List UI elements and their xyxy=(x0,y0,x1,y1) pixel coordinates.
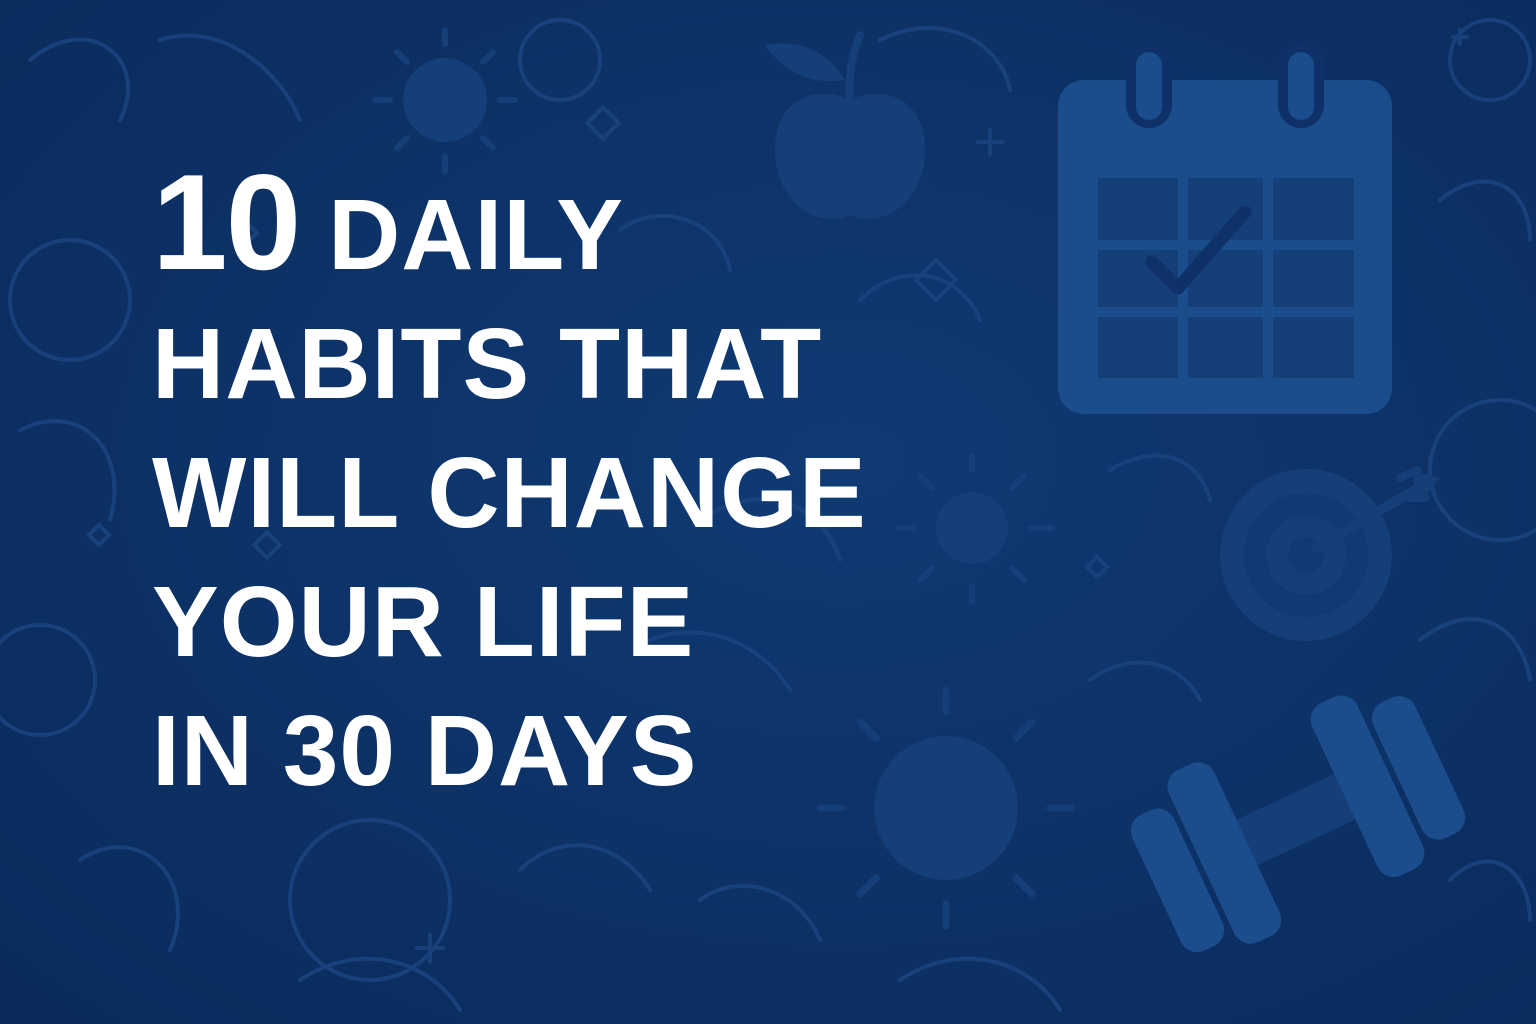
headline-line-1 xyxy=(152,146,867,300)
headline-line-1-text: DAILY xyxy=(328,179,624,291)
headline-line-5: IN 30 DAYS xyxy=(152,695,698,807)
headline-line-4: YOUR LIFE xyxy=(152,566,695,678)
headline xyxy=(152,146,867,816)
headline-line-3: WILL CHANGE xyxy=(152,437,867,549)
headline-number: 10 xyxy=(152,146,300,298)
calendar-check-icon xyxy=(1058,44,1392,414)
headline-line-2: HABITS THAT xyxy=(152,308,823,420)
